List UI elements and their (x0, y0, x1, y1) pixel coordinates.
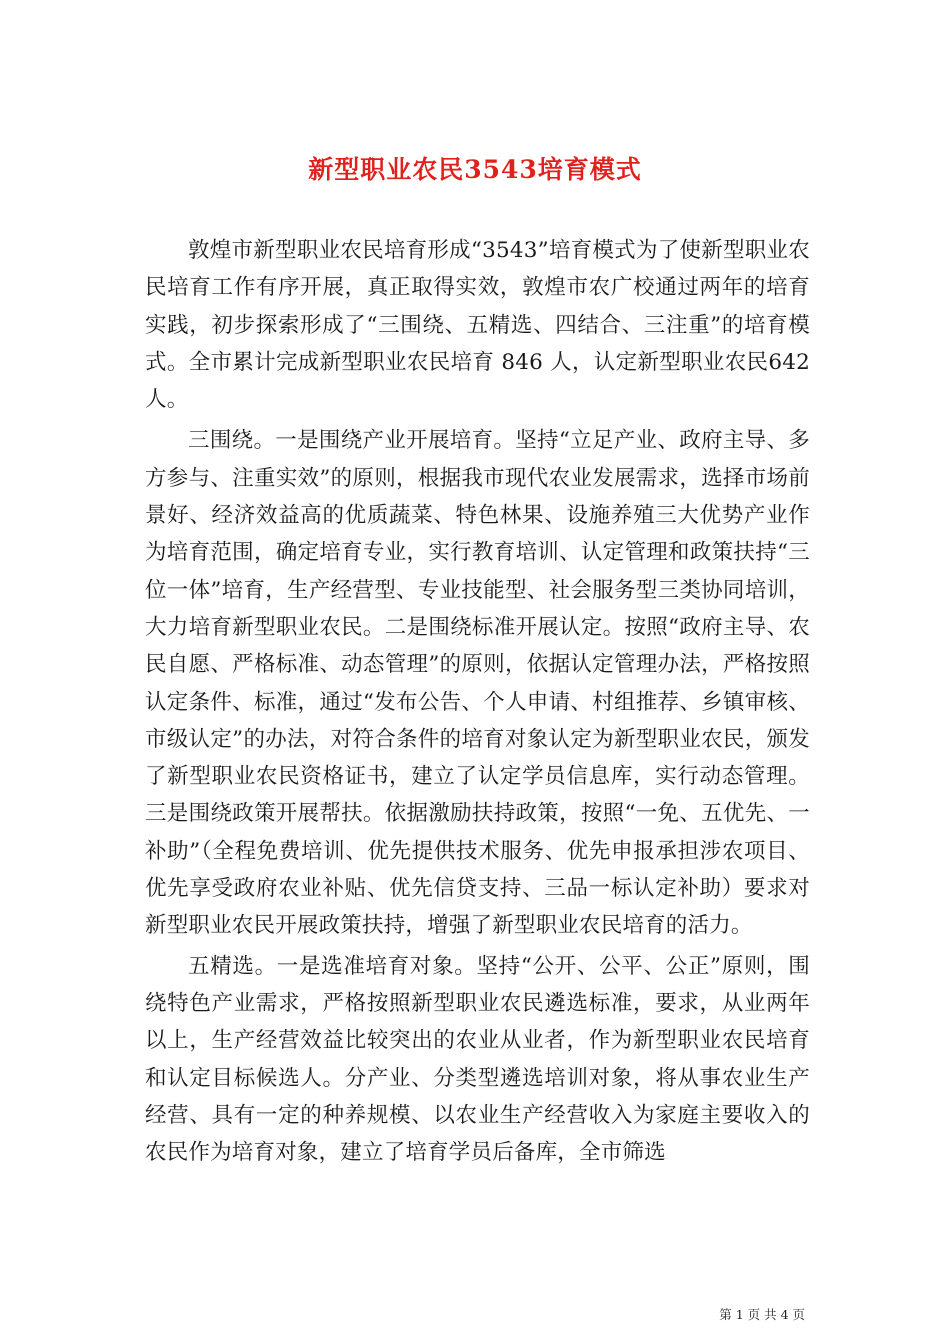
page-number: 第 1 页 共 4 页 (719, 1307, 805, 1322)
paragraph-five-selections: 五精选。一是选准培育对象。坚持“公开、公平、公正”原则，围绕特色产业需求，严格按照新型职业农民遴选标准，要求，从业两年以上，生产经营效益比较突出的农业从业者，作为新型职业农民培育和认定目标候选人。分产业、分类型遴选培训对象，将从事农业生产经营、具有一定的种养规模、以农业生产经营收入为家庭主要收入的农民作为培育对象，建立了培育学员后备库，全市筛选 (145, 953, 810, 1166)
page-title: 新型职业农民3543培育模式 (308, 154, 642, 184)
paragraph-intro: 敦煌市新型职业农民培育形成“3543”培育模式为了使新型职业农民培育工作有序开展，真正取得实效，敦煌市农广校通过两年的培育实践，初步探索形成了“三围绕、五精选、四结合、三注重”的培育模式。全市累计完成新型职业农民培育 846 人，认定新型职业农民642 人。 (145, 238, 810, 413)
paragraph-three-focuses: 三围绕。一是围绕产业开展培育。坚持“立足产业、政府主导、多方参与、注重实效”的原则，根据我市现代农业发展需求，选择市场前景好、经济效益高的优质蔬菜、特色林果、设施养殖三大优势产业作为培育范围，确定培育专业，实行教育培训、认定管理和政策扶持“三位一体”培育，生产经营型、专业技能型、社会服务型三类协同培训，大力培育新型职业农民。二是围绕标准开展认定。按照“政府主导、农民自愿、严格标准、动态管理”的原则，依据认定管理办法，严格按照认定条件、标准，通过“发布公告、个人申请、村组推荐、乡镇审核、市级认定”的办法，对符合条件的培育对象认定为新型职业农民，颁发了新型职业农民资格证书，建立了认定学员信息库，实行动态管理。三是围绕政策开展帮扶。依据激励扶持政策，按照“一免、五优先、一补助”（全程免费培训、优先提供技术服务、优先申报承担涉农项目、优先享受政府农业补贴、优先信贷支持、三品一标认定补助）要求对新型职业农民开展政策扶持，增强了新型职业农民培育的活力。 (145, 428, 810, 939)
document-body (145, 232, 810, 1171)
